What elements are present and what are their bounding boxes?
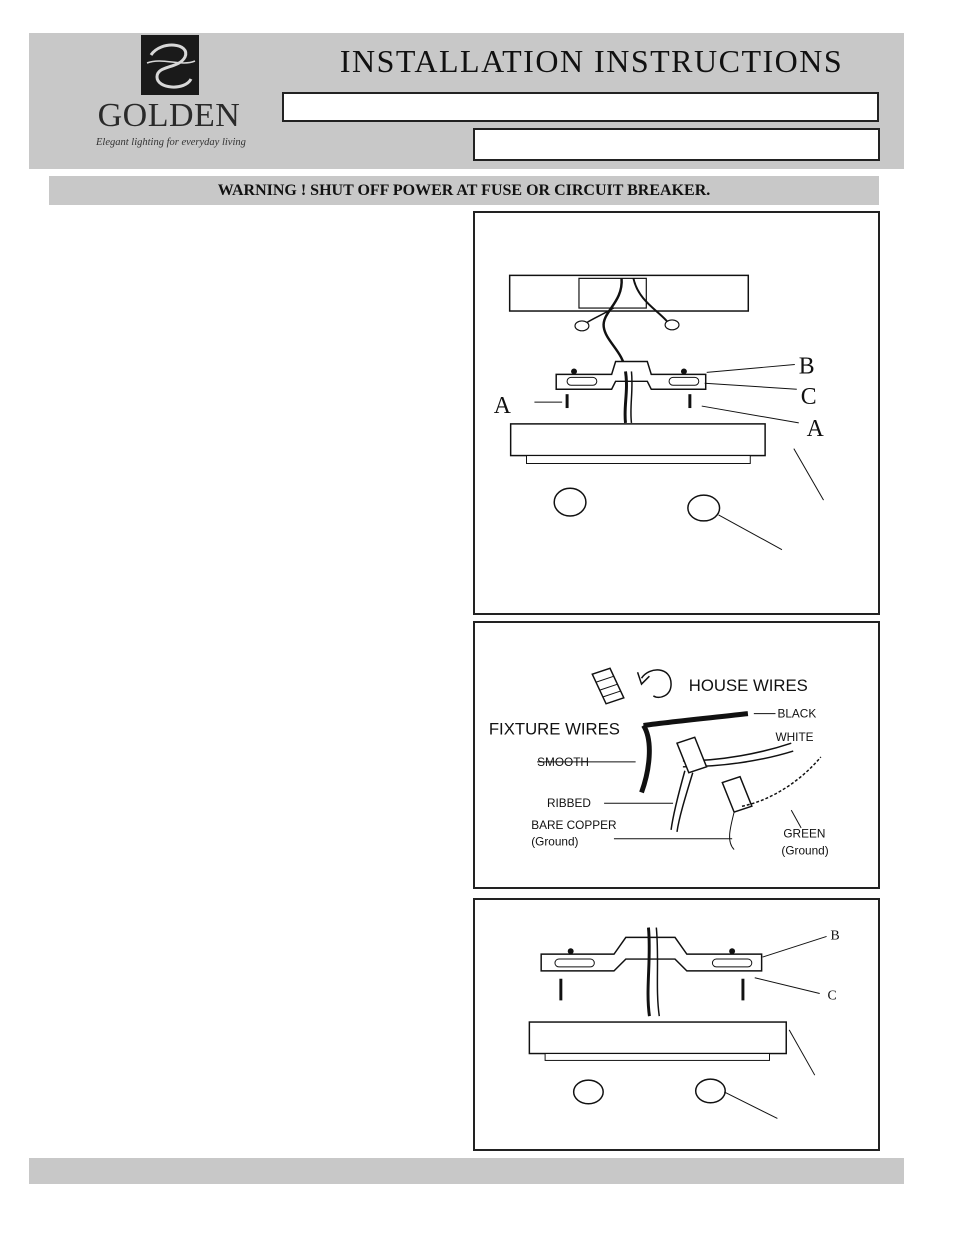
label-fixture-wires: FIXTURE WIRES	[488, 719, 620, 739]
label-a-left: A	[493, 393, 511, 419]
warning-banner: WARNING ! SHUT OFF POWER AT FUSE OR CIRCUIT BREAKER.	[49, 176, 879, 205]
label-b: B	[798, 353, 815, 380]
header-band	[29, 33, 904, 169]
mounting-diagram	[475, 213, 878, 613]
diagram-wiring-panel	[473, 621, 880, 889]
document-title: INSTALLATION INSTRUCTIONS	[339, 43, 844, 79]
logo-mark	[141, 35, 199, 95]
label-green-ground: (Ground)	[781, 843, 829, 858]
label-house-wires: HOUSE WIRES	[688, 675, 808, 695]
label-smooth: SMOOTH	[537, 754, 589, 769]
label-white: WHITE	[775, 730, 814, 745]
label-a-right: A	[806, 415, 824, 442]
brand-name: GOLDEN	[97, 97, 241, 134]
model-field-box	[282, 92, 879, 122]
label-c: C	[827, 987, 837, 1003]
diagram-canopy-panel	[473, 898, 880, 1151]
label-green: GREEN	[783, 826, 826, 841]
logo-swirl-icon	[141, 35, 199, 95]
label-bare-copper-ground: (Ground)	[531, 834, 579, 849]
label-b: B	[830, 927, 840, 943]
canopy-diagram	[475, 900, 878, 1149]
label-ribbed: RIBBED	[546, 796, 591, 811]
finish-field-box	[473, 128, 880, 161]
brand-logo	[96, 33, 246, 169]
label-c: C	[800, 384, 817, 411]
diagram-mounting-panel	[473, 211, 880, 615]
wiring-diagram	[475, 623, 878, 887]
label-black: BLACK	[777, 706, 817, 721]
brand-tagline: Elegant lighting for everyday living	[96, 137, 246, 148]
footer-band	[29, 1158, 904, 1184]
label-bare-copper: BARE COPPER	[531, 817, 617, 832]
